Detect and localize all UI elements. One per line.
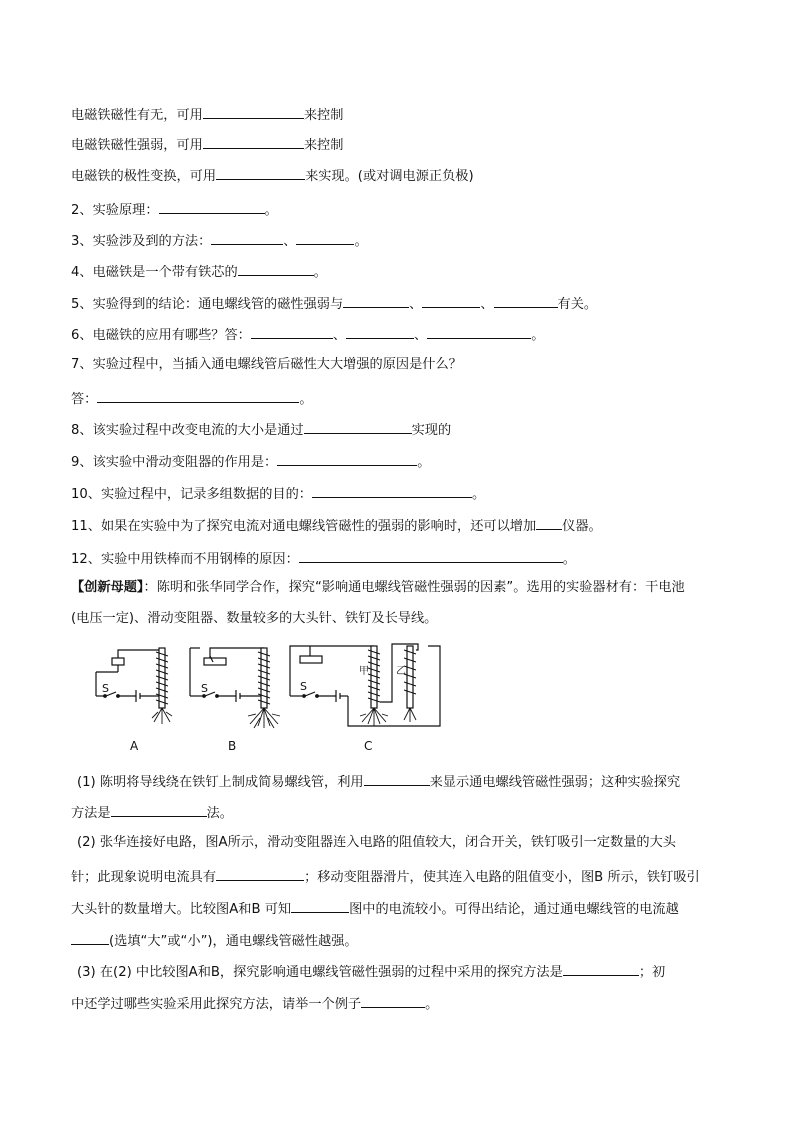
- innovation-intro: 【创新母题】：陈明和张华同学合作，探究“影响通电螺线管磁性强弱的因素”。选用的实验器材有：干电池: [71, 580, 685, 595]
- blank[interactable]: [563, 961, 639, 976]
- line-8: 6、电磁铁的应用有哪些？答： 、 、 。: [71, 324, 544, 345]
- blank[interactable]: [203, 104, 304, 119]
- q3-line-1: (3) 在(2) 中比较图A和B，探究影响通电螺线管磁性强弱的过程中采用的探究方法是 ；初: [77, 961, 665, 982]
- blank[interactable]: [422, 293, 480, 308]
- q3-line-2: 中还学过哪些实验采用此探究方法，请举一个例子 。: [71, 993, 438, 1014]
- circuit-c: [290, 644, 440, 726]
- nail-jia-label: 甲: [359, 666, 369, 677]
- blank[interactable]: [71, 930, 109, 945]
- line-4: 2、实验原理： 。: [71, 199, 278, 220]
- blank[interactable]: [346, 324, 414, 339]
- q1-line-2: 方法是 法。: [71, 802, 233, 823]
- line-15: 12、实验中用铁棒而不用钢棒的原因： 。: [71, 548, 576, 569]
- blank[interactable]: [494, 293, 558, 308]
- blank[interactable]: [299, 548, 563, 563]
- nail-yi-label: 乙: [396, 666, 406, 677]
- figure-label-b: B: [228, 739, 237, 753]
- line-9: 7、实验过程中，当插入通电螺线管后磁性大大增强的原因是什么？: [71, 357, 462, 372]
- line-2: 电磁铁磁性强弱，可用 来控制: [71, 134, 343, 155]
- blank[interactable]: [291, 898, 349, 913]
- q2-line-4: (选填“大”或“小”)，通电螺线管磁性越强。: [71, 930, 358, 951]
- line-6: 4、电磁铁是一个带有铁芯的 。: [71, 261, 327, 282]
- blank[interactable]: [296, 230, 354, 245]
- blank[interactable]: [216, 866, 304, 881]
- blank[interactable]: [304, 419, 412, 434]
- line-14: 11、如果在实验中为了探究电流对通电螺线管磁性的强弱的影响时，还可以增加 仪器。: [71, 515, 602, 536]
- figure-label-c: C: [364, 739, 373, 753]
- blank[interactable]: [251, 324, 333, 339]
- line-5: 3、实验涉及到的方法： 、 。: [71, 230, 368, 251]
- circuit-figure: [78, 640, 458, 756]
- blank[interactable]: [277, 451, 417, 466]
- blank[interactable]: [343, 293, 409, 308]
- blank[interactable]: [211, 230, 283, 245]
- q2-line-3: 大头针的数量增大。比较图A和B 可知 图中的电流较小。可得出结论，通过通电螺线管的电流越: [71, 898, 679, 919]
- blank[interactable]: [312, 483, 472, 498]
- q1-line-1: (1) 陈明将导线绕在铁钉上制成简易螺线管，利用 来显示通电螺线管磁性强弱；这种实验探究: [77, 771, 680, 792]
- blank[interactable]: [203, 134, 304, 149]
- line-12: 9、该实验中滑动变阻器的作用是： 。: [71, 451, 430, 472]
- blank[interactable]: [159, 199, 265, 214]
- switch-label-a: S: [102, 682, 109, 695]
- line-11: 8、该实验过程中改变电流的大小是通过 实现的: [71, 419, 451, 440]
- figure-label-a: A: [130, 739, 139, 753]
- line-7: 5、实验得到的结论：通电螺线管的磁性强弱与 、 、 有关。: [71, 293, 597, 314]
- switch-label-c: S: [300, 680, 307, 693]
- line-10: 答： 。: [71, 388, 313, 409]
- switch-label-b: S: [201, 682, 208, 695]
- innovation-intro-2: (电压一定)、滑动变阻器、数量较多的大头针、铁钉及长导线。: [71, 611, 438, 626]
- blank[interactable]: [536, 515, 562, 530]
- blank[interactable]: [238, 261, 314, 276]
- blank[interactable]: [427, 324, 531, 339]
- blank[interactable]: [216, 165, 305, 180]
- innovation-tag: 【创新母题】: [71, 580, 144, 595]
- blank[interactable]: [111, 802, 207, 817]
- blank[interactable]: [97, 388, 299, 403]
- q2-line-1: (2) 张华连接好电路，图A所示，滑动变阻器连入电路的阻值较大，闭合开关，铁钉吸引一定数量的大头: [77, 835, 676, 850]
- q2-line-2: 针；此现象说明电流具有 ；移动变阻器滑片，使其连入电路的阻值变小，图B 所示，铁钉吸引: [71, 866, 700, 887]
- blank[interactable]: [361, 993, 425, 1008]
- line-3: 电磁铁的极性变换，可用 来实现。(或对调电源正负极): [71, 165, 474, 186]
- blank[interactable]: [364, 771, 430, 786]
- line-13: 10、实验过程中，记录多组数据的目的： 。: [71, 483, 485, 504]
- line-1: 电磁铁磁性有无，可用 来控制: [71, 104, 343, 125]
